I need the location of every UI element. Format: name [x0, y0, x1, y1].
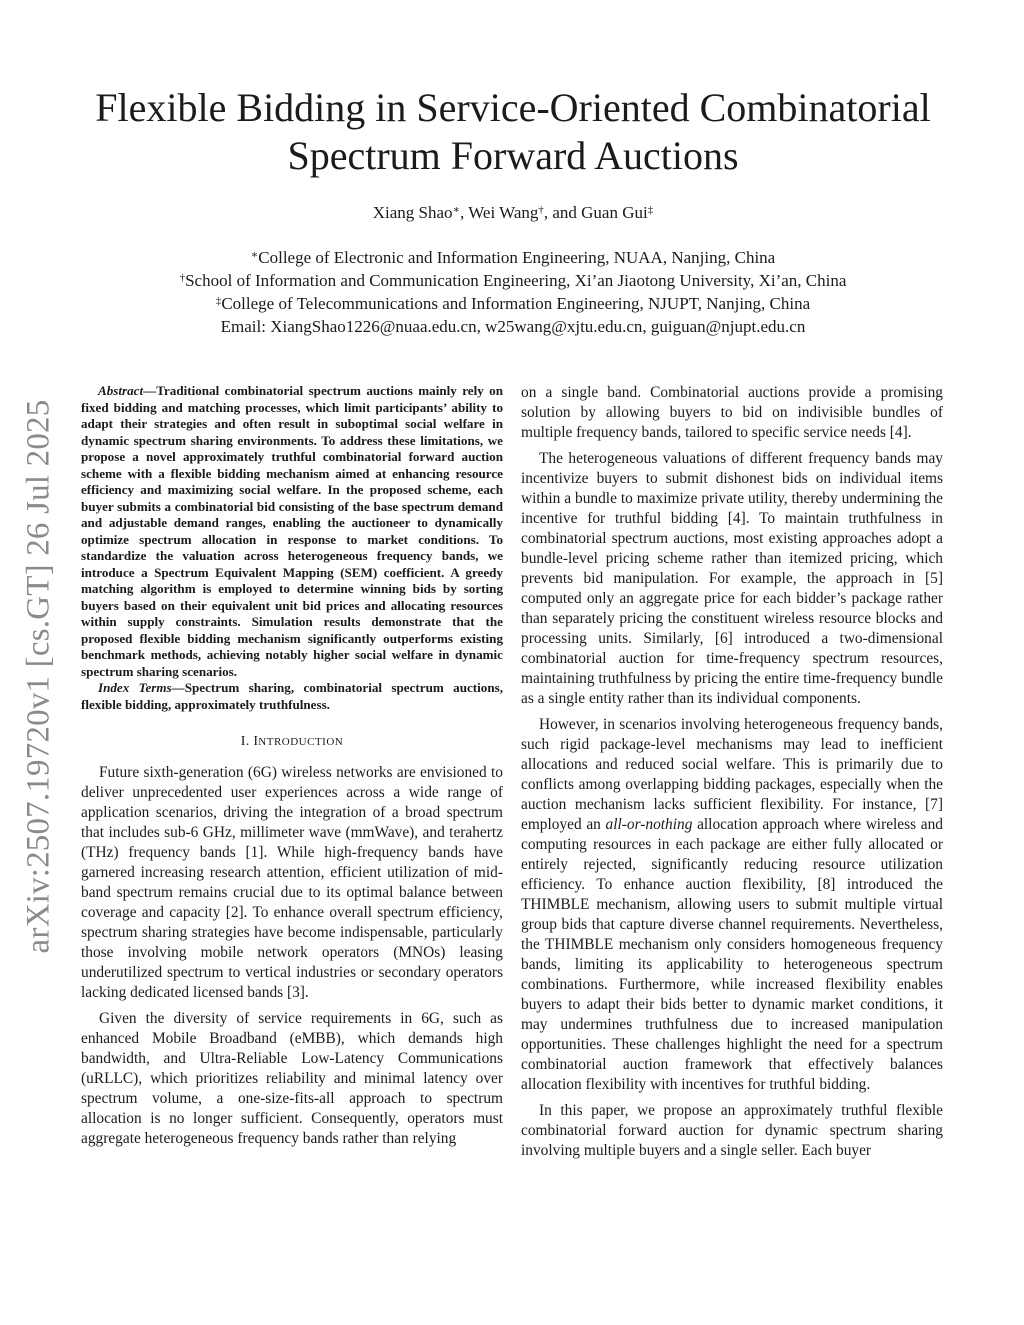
- author-list: [60, 202, 966, 224]
- author-separator: , and: [543, 203, 582, 222]
- affiliation-block: [60, 246, 966, 338]
- left-column: [81, 383, 503, 1149]
- section-number: I.: [240, 734, 254, 749]
- title-line-1: Flexible Bidding in Service-Oriented Combinatorial: [95, 85, 931, 130]
- author-separator: ,: [460, 203, 469, 222]
- section-heading-introduction: [81, 733, 503, 751]
- index-terms: [81, 680, 503, 713]
- section-initial: I: [253, 734, 259, 749]
- affiliation-text: College of Telecommunications and Information Engineering, NJUPT, Nanjing, China: [221, 294, 811, 313]
- body-paragraph: Future sixth-generation (6G) wireless networks are envisioned to deliver unprecedented user experiences across a wide range of application scenarios, driving the integration of a broad spectrum that includes sub-6 GHz, millimeter wave (mmWave), and terahertz (THz) frequency bands [1]. While high-frequency bands have garnered increasing research attention, efficient utilization of mid-band spectrum remains crucial due to its optimal balance between coverage and capacity [2]. To enhance overall spectrum efficiency, spectrum sharing strategies have become indispensable, particularly those involving mobile network operators (MNOs) leasing underutilized spectrum to vertical industries or secondary operators lacking dedicated licensed bands [3].: [81, 764, 503, 1001]
- email-text: Email: XiangShao1226@nuaa.edu.cn, w25wang@xjtu.edu.cn, guiguan@njupt.edu.cn: [220, 317, 806, 336]
- affiliation-text: College of Electronic and Information Engineering, NUAA, Nanjing, China: [258, 248, 776, 267]
- affiliation-line: [60, 292, 966, 315]
- body-paragraph: [521, 715, 943, 1095]
- affiliation-text: School of Information and Communication Engineering, Xi’an Jiaotong University, Xi’an, China: [185, 271, 847, 290]
- author-name: Guan Gui: [581, 203, 648, 222]
- emphasis-text: all-or-nothing: [605, 816, 693, 833]
- index-terms-label: Index Terms—: [98, 680, 185, 695]
- abstract: [81, 383, 503, 680]
- email-line: [60, 315, 966, 338]
- author-mark: ‡: [647, 204, 654, 216]
- author-mark: ∗: [452, 204, 461, 216]
- paragraph-text: However, in scenarios involving heterogeneous frequency bands, such rigid package-level mechanisms may lead to inefficient allocations and reduced social welfare. This is primarily due to conflicts among overlapping bidding packages, especially when the auction mechanism lacks sufficient flexibility. For instance, [7] employed an: [521, 716, 943, 833]
- affiliation-mark: †: [179, 272, 186, 284]
- paragraph-text: allocation approach where wireless and computing resources in each package are either fully allocated or entirely rejected, significantly reducing resource utilization efficiency. To enhance auction flexibility, [8] introduced the THIMBLE mechanism, allowing users to submit multiple virtual group bids that capture diverse channel requirements. Nevertheless, the THIMBLE mechanism only considers homogeneous frequency bands, limiting its applicability to heterogeneous spectrum combinations. Furthermore, while increased flexibility enables buyers to adapt their bids better to dynamic market conditions, it may undermines truthfulness due to increased manipulation opportunities. These challenges highlight the need for a spectrum combinatorial auction framework that effectively balances allocation flexibility with incentives for truthful bidding.: [521, 816, 943, 1093]
- affiliation-line: [60, 246, 966, 269]
- section-title-rest: NTRODUCTION: [258, 736, 344, 748]
- body-paragraph: on a single band. Combinatorial auctions provide a promising solution by allowing buyers to bid on indivisible bundles of multiple frequency bands, tailored to specific service needs [4].: [521, 384, 943, 441]
- affiliation-line: [60, 269, 966, 292]
- paper-title: [60, 84, 966, 180]
- author-name: Xiang Shao: [372, 203, 453, 222]
- author-mark: †: [538, 204, 544, 216]
- abstract-text: Traditional combinatorial spectrum auctions mainly rely on fixed bidding and matching processes, which limit participants’ ability to adapt their strategies and often result in suboptimal social welfare in dynamic spectrum sharing environments. To address these limitations, we propose a novel approximately truthful combinatorial forward auction scheme with a flexible bidding mechanism aimed at enhancing resource efficiency and maximizing social welfare. In the proposed scheme, each buyer submits a combinatorial bid consisting of the base spectrum demand and adjustable demand ranges, enabling the auctioneer to dynamically optimize spectrum allocation in response to market conditions. To standardize the valuation across heterogeneous frequency bands, we introduce a Spectrum Equivalent Mapping (SEM) coefficient. A greedy matching algorithm is employed to determine winning bids by sorting buyers based on their equivalent unit bid prices and allocating resources within supply constraints. Simulation results demonstrate that the proposed flexible bidding mechanism significantly outperforms existing benchmark methods, achieving notably higher social welfare in dynamic spectrum sharing scenarios.: [81, 383, 503, 679]
- title-line-2: Spectrum Forward Auctions: [287, 133, 739, 178]
- right-column: [521, 383, 943, 1161]
- abstract-label: Abstract—: [98, 383, 157, 398]
- author-name: Wei Wang: [468, 203, 539, 222]
- body-paragraph: Given the diversity of service requirements in 6G, such as enhanced Mobile Broadband (eMBB), which demands high bandwidth, and Ultra-Reliable Low-Latency Communications (uRLLC), which prioritizes reliability and minimal latency over spectrum volume, a one-size-fits-all approach to spectrum allocation is no longer sufficient. Consequently, operators must aggregate heterogeneous frequency bands rather than relying: [81, 1010, 503, 1147]
- arxiv-side-stamp: [4, 376, 74, 976]
- body-paragraph: The heterogeneous valuations of different frequency bands may incentivize buyers to submit dishonest bids on individual items within a bundle to maximize private utility, thereby undermining the incentive for truthful bidding [4]. To maintain truthfulness in combinatorial spectrum auctions, most existing approaches adopt a bundle-level pricing scheme rather than itemized pricing, which prevents bid manipulation. For example, the approach in [5] computed only an aggregate price for each bidder’s package rather than separately pricing the constituent wireless resource blocks and processing units. Similarly, [6] introduced a two-dimensional combinatorial auction for time-frequency spectrum resources, maintaining truthfulness by pricing the entire time-frequency bundle as a single entity rather than its individual components.: [521, 450, 943, 707]
- arxiv-identifier[interactable]: arXiv:2507.19720v1 [cs.GT] 26 Jul 2025: [20, 399, 57, 953]
- affiliation-mark: ‡: [215, 295, 222, 307]
- index-terms-text: Spectrum sharing, combinatorial spectrum auctions, flexible bidding, approximately truthfulness.: [81, 680, 503, 712]
- body-paragraph: In this paper, we propose an approximately truthful flexible combinatorial forward auction for dynamic spectrum sharing involving multiple buyers and a single seller. Each buyer: [521, 1102, 943, 1159]
- affiliation-mark: ∗: [250, 249, 259, 261]
